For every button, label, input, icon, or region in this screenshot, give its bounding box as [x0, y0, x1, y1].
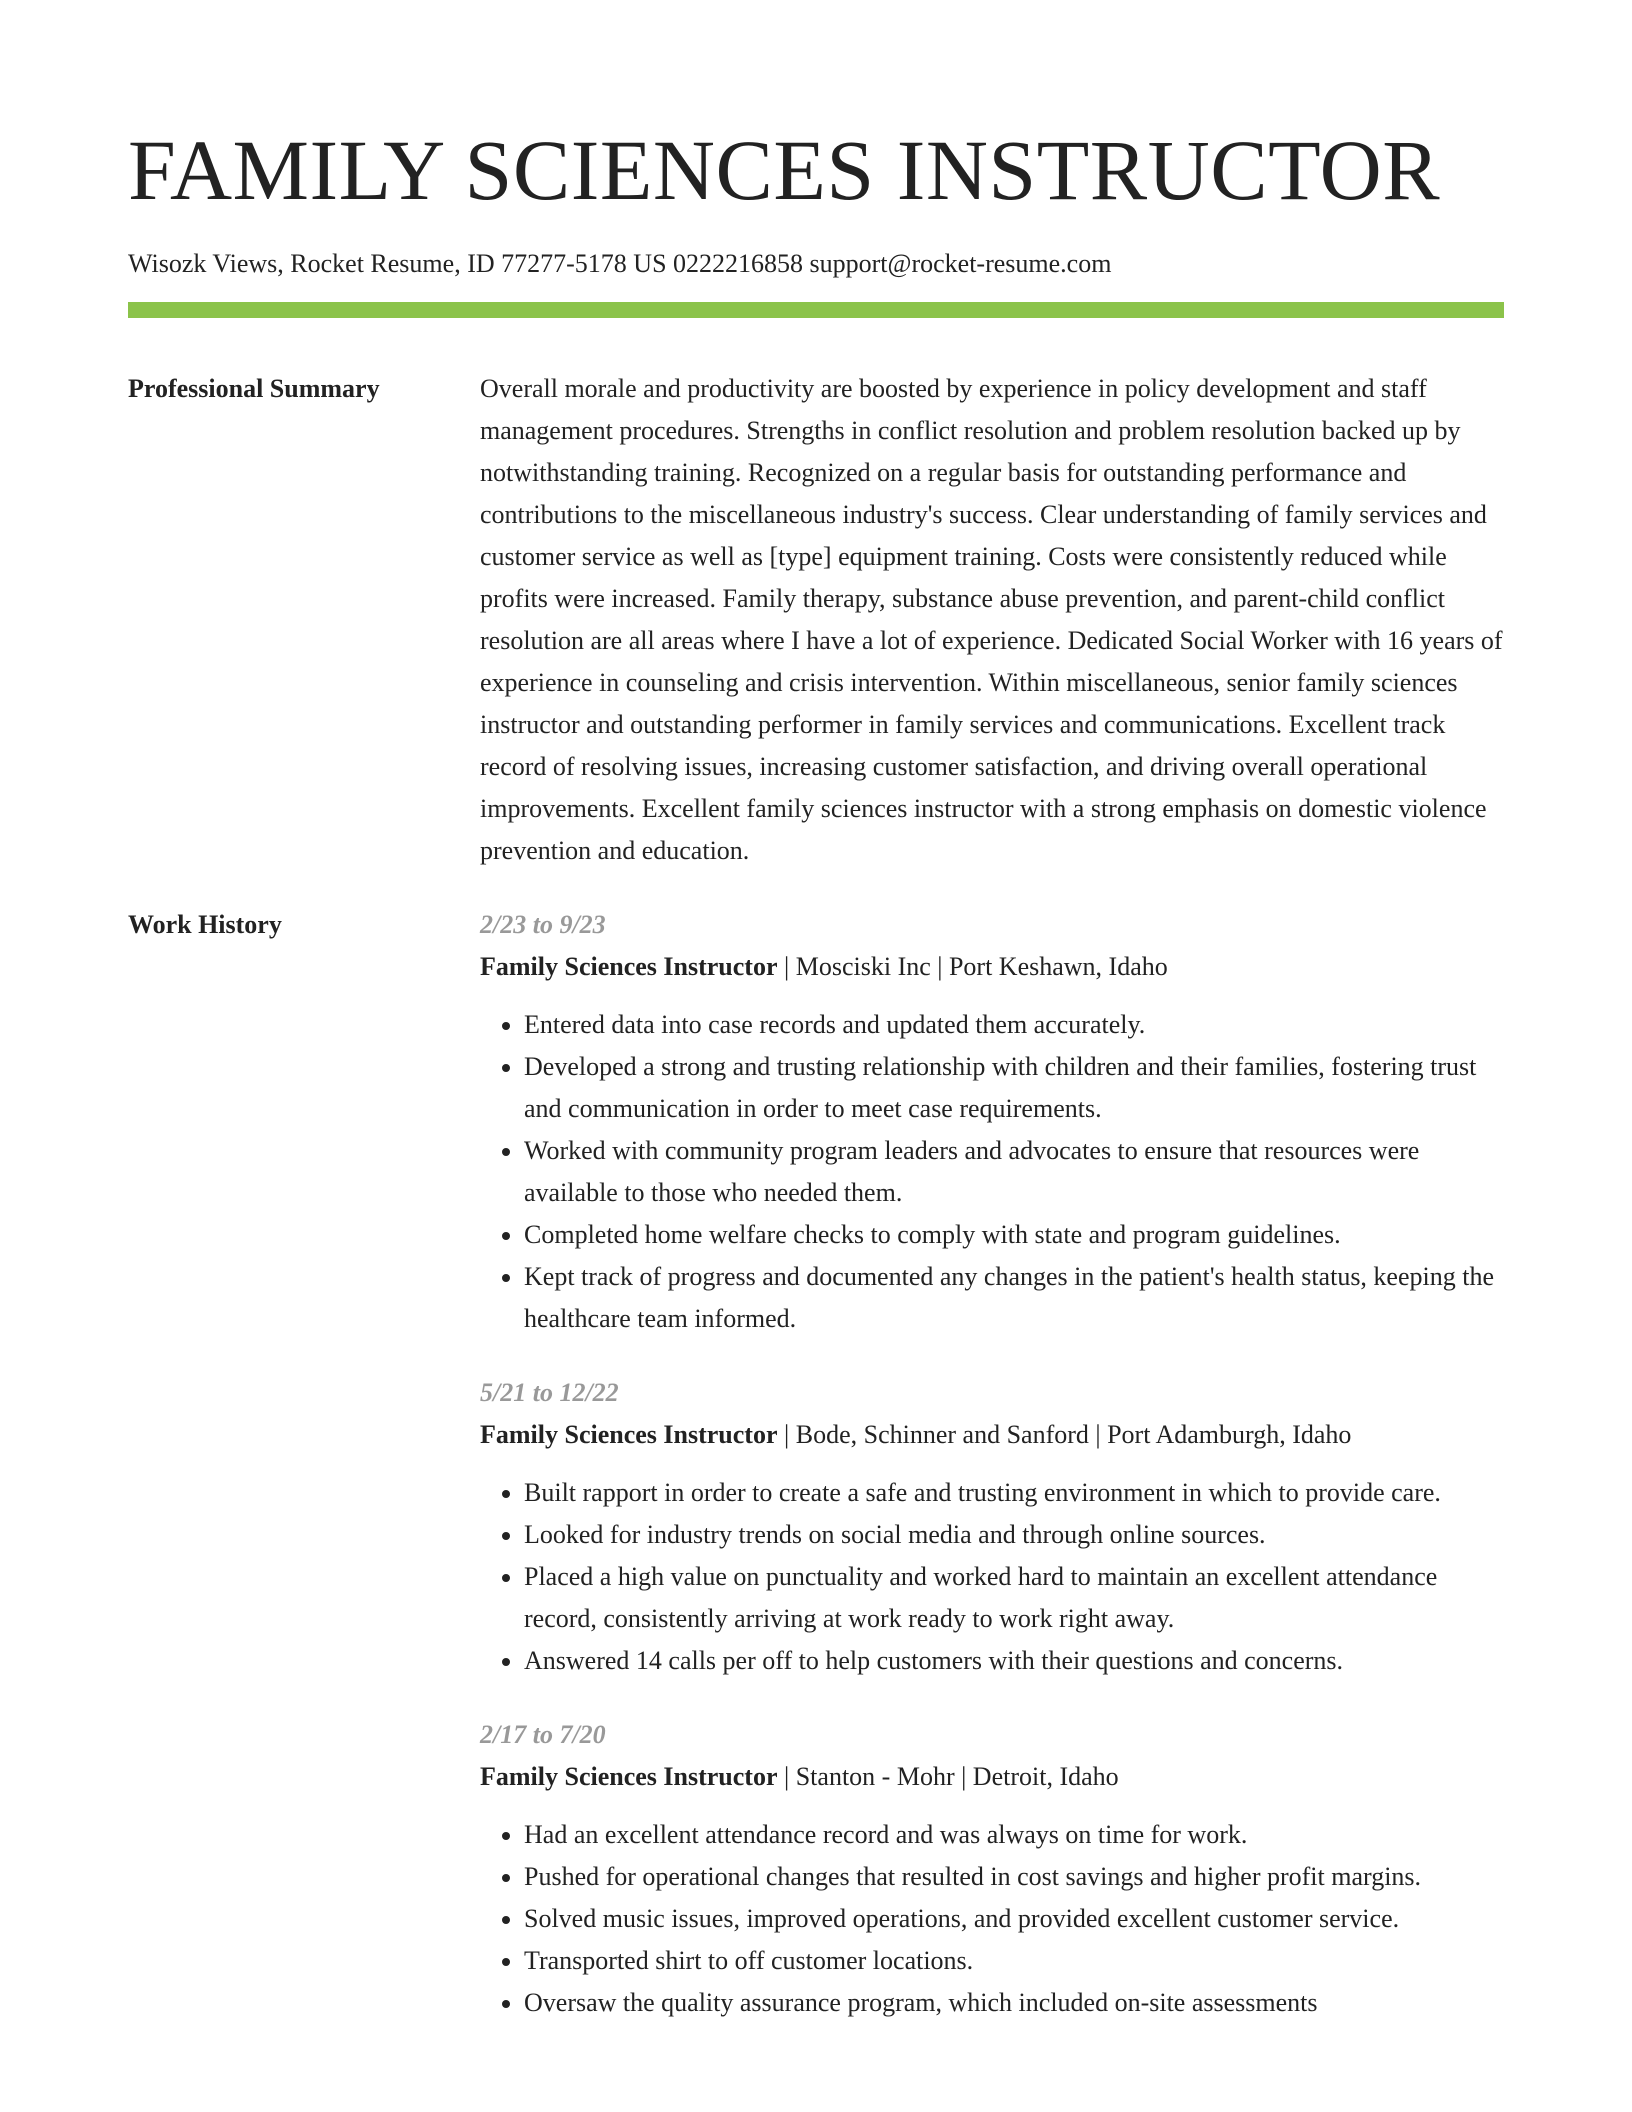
job-title: Family Sciences Instructor — [480, 952, 778, 981]
job-entry — [480, 1372, 1504, 1682]
job-bullet: • Developed a strong and trusting relationship with children and their families, fostering trust and communication in order to meet case requirements. — [524, 1046, 1504, 1130]
job-details: | Mosciski Inc | Port Keshawn, Idaho — [777, 952, 1168, 981]
job-dates: 5/21 to 12/22 — [480, 1378, 619, 1407]
summary-text: Overall morale and productivity are boosted by experience in policy development and staff management procedures. Strengths in conflict resolution and problem resolution backed up by notwithstanding training. Recognized on a regular basis for outstanding performance and contributions to the miscellaneous industry's success. Clear understanding of family services and customer service as well as [type] equipment training. Costs were consistently reduced while profits were increased. Family therapy, substance abuse prevention, and parent-child conflict resolution are all areas where I have a lot of experience. Dedicated Social Worker with 16 years of experience in counseling and crisis intervention. Within miscellaneous, senior family sciences instructor and outstanding performer in family services and communications. Excellent track record of resolving issues, increasing customer satisfaction, and driving overall operational improvements. Excellent family sciences instructor with a strong emphasis on domestic violence prevention and education. — [480, 374, 1503, 865]
job-bullet: • Had an excellent attendance record and was always on time for work. — [524, 1814, 1504, 1856]
job-title: Family Sciences Instructor — [480, 1762, 778, 1791]
job-details: | Bode, Schinner and Sanford | Port Adamburgh, Idaho — [777, 1420, 1352, 1449]
job-dates: 2/23 to 9/23 — [480, 910, 606, 939]
work-history-section — [128, 904, 1504, 2056]
job-entry — [480, 1714, 1504, 2024]
section-label-work-history: Work History — [128, 910, 282, 939]
job-details: | Stanton - Mohr | Detroit, Idaho — [777, 1762, 1119, 1791]
contact-line: Wisozk Views, Rocket Resume, ID 77277-5178 US 0222216858 support@rocket-resume.com — [128, 249, 1112, 278]
job-bullet: • Completed home welfare checks to comply with state and program guidelines. — [524, 1214, 1504, 1256]
resume-page — [128, 0, 1504, 2056]
job-bullet: • Placed a high value on punctuality and worked hard to maintain an excellent attendance record, consistently arriving at work ready to work right away. — [524, 1556, 1504, 1640]
job-bullet: • Worked with community program leaders and advocates to ensure that resources were available to those who needed them. — [524, 1130, 1504, 1214]
job-bullet: • Pushed for operational changes that resulted in cost savings and higher profit margins. — [524, 1856, 1504, 1898]
job-bullet: • Solved music issues, improved operations, and provided excellent customer service. — [524, 1898, 1504, 1940]
job-bullet: • Kept track of progress and documented any changes in the patient's health status, keeping the healthcare team informed. — [524, 1256, 1504, 1340]
resume-title: FAMILY SCIENCES INSTRUCTOR — [128, 122, 1441, 218]
job-bullets — [480, 1472, 1504, 1682]
professional-summary-section — [128, 368, 1504, 872]
job-title: Family Sciences Instructor — [480, 1420, 778, 1449]
section-label-summary: Professional Summary — [128, 374, 380, 403]
work-history-body — [480, 904, 1504, 2056]
job-bullet: • Looked for industry trends on social media and through online sources. — [524, 1514, 1504, 1556]
job-bullet: • Built rapport in order to create a safe and trusting environment in which to provide care. — [524, 1472, 1504, 1514]
job-heading — [480, 1414, 1504, 1456]
job-heading — [480, 1756, 1504, 1798]
job-bullet: • Answered 14 calls per off to help customers with their questions and concerns. — [524, 1640, 1504, 1682]
job-bullet: • Entered data into case records and updated them accurately. — [524, 1004, 1504, 1046]
job-entry — [480, 904, 1504, 1340]
job-bullet: • Transported shirt to off customer locations. — [524, 1940, 1504, 1982]
accent-divider — [128, 302, 1504, 318]
job-dates: 2/17 to 7/20 — [480, 1720, 606, 1749]
job-bullets — [480, 1814, 1504, 2024]
summary-body — [480, 368, 1504, 872]
job-bullet: • Oversaw the quality assurance program, which included on-site assessments — [524, 1982, 1504, 2024]
job-bullets — [480, 1004, 1504, 1340]
job-heading — [480, 946, 1504, 988]
